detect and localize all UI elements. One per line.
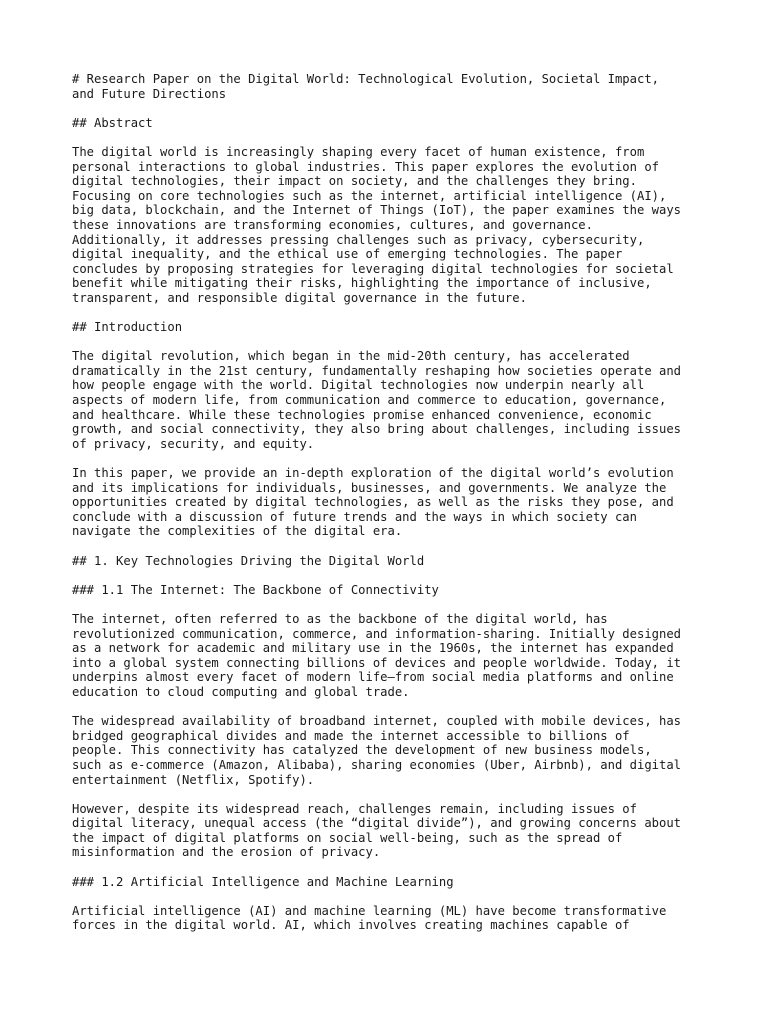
subsection-1-1-paragraph-2: The widespread availability of broadband internet, coupled with mobile devices, has bridged geographical divides and made the internet accessible to billions of people. This connectivity has catalyzed the development of new business models, such as e-commerce (Amazon, Alibaba), sharing economies (Uber, Airbnb), and digital entertainment (Netflix, Spotify). — [72, 714, 682, 787]
introduction-heading: ## Introduction — [72, 320, 183, 335]
section-1-heading: ## 1. Key Technologies Driving the Digital World — [72, 553, 425, 568]
subsection-1-2-heading: ### 1.2 Artificial Intelligence and Machine Learning — [72, 874, 454, 889]
paper-title: # Research Paper on the Digital World: Technological Evolution, Societal Impact, and Future Directions — [72, 72, 659, 101]
subsection-1-2-paragraph-1: Artificial intelligence (AI) and machine learning (ML) have become transformative forces in the digital world. AI, which involves creating machines capable of — [72, 903, 667, 933]
introduction-paragraph-1: The digital revolution, which began in the mid-20th century, has accelerated dramatically in the 21st century, fundamentally reshaping how societies operate and how people engage with the world. Digital technologies now underpin nearly all aspects of modern life, from communication and commerce to education, governance, and healthcare. While these technologies promise enhanced convenience, economic growth, and social connectivity, they also bring about challenges, including issues of privacy, security, and equity. — [72, 349, 682, 451]
subsection-1-1-heading: ### 1.1 The Internet: The Backbone of Connectivity — [72, 582, 439, 597]
abstract-paragraph: The digital world is increasingly shaping every facet of human existence, from personal interactions to global industries. This paper explores the evolution of digital technologies, their impact on society, and the challenges they bring. Focusing on core technologies such as the internet, artificial intelligence (AI), big data, blockchain, and the Internet of Things (IoT), the paper examines the ways these innovations are transforming economies, cultures, and governance. Additionally, it addresses pressing challenges such as privacy, cybersecurity, digital inequality, and the ethical use of emerging technologies. The paper concludes by proposing strategies for leveraging digital technologies for societal benefit while mitigating their risks, highlighting the importance of inclusive, transparent, and responsible digital governance in the future. — [72, 144, 682, 305]
introduction-paragraph-2: In this paper, we provide an in-depth exploration of the digital world’s evolution and its implications for individuals, businesses, and governments. We analyze the opportunities created by digital technologies, as well as the risks they pose, and conclude with a discussion of future trends and the ways in which society can navigate the complexities of the digital era. — [72, 466, 674, 539]
subsection-1-1-paragraph-1: The internet, often referred to as the backbone of the digital world, has revolutionized communication, commerce, and information-sharing. Initially designed as a network for academic and military use in the 1960s, the internet has expanded into a global system connecting billions of devices and people worldwide. Today, it underpins almost every facet of modern life—from social media platforms and online education to cloud computing and global trade. — [72, 611, 682, 699]
subsection-1-1-paragraph-3: However, despite its widespread reach, challenges remain, including issues of digital literacy, unequal access (the “digital divide”), and growing concerns about the impact of digital platforms on social well-being, such as the spread of misinformation and the erosion of privacy. — [72, 801, 682, 860]
abstract-heading: ## Abstract — [72, 115, 153, 130]
document-page — [72, 72, 712, 933]
